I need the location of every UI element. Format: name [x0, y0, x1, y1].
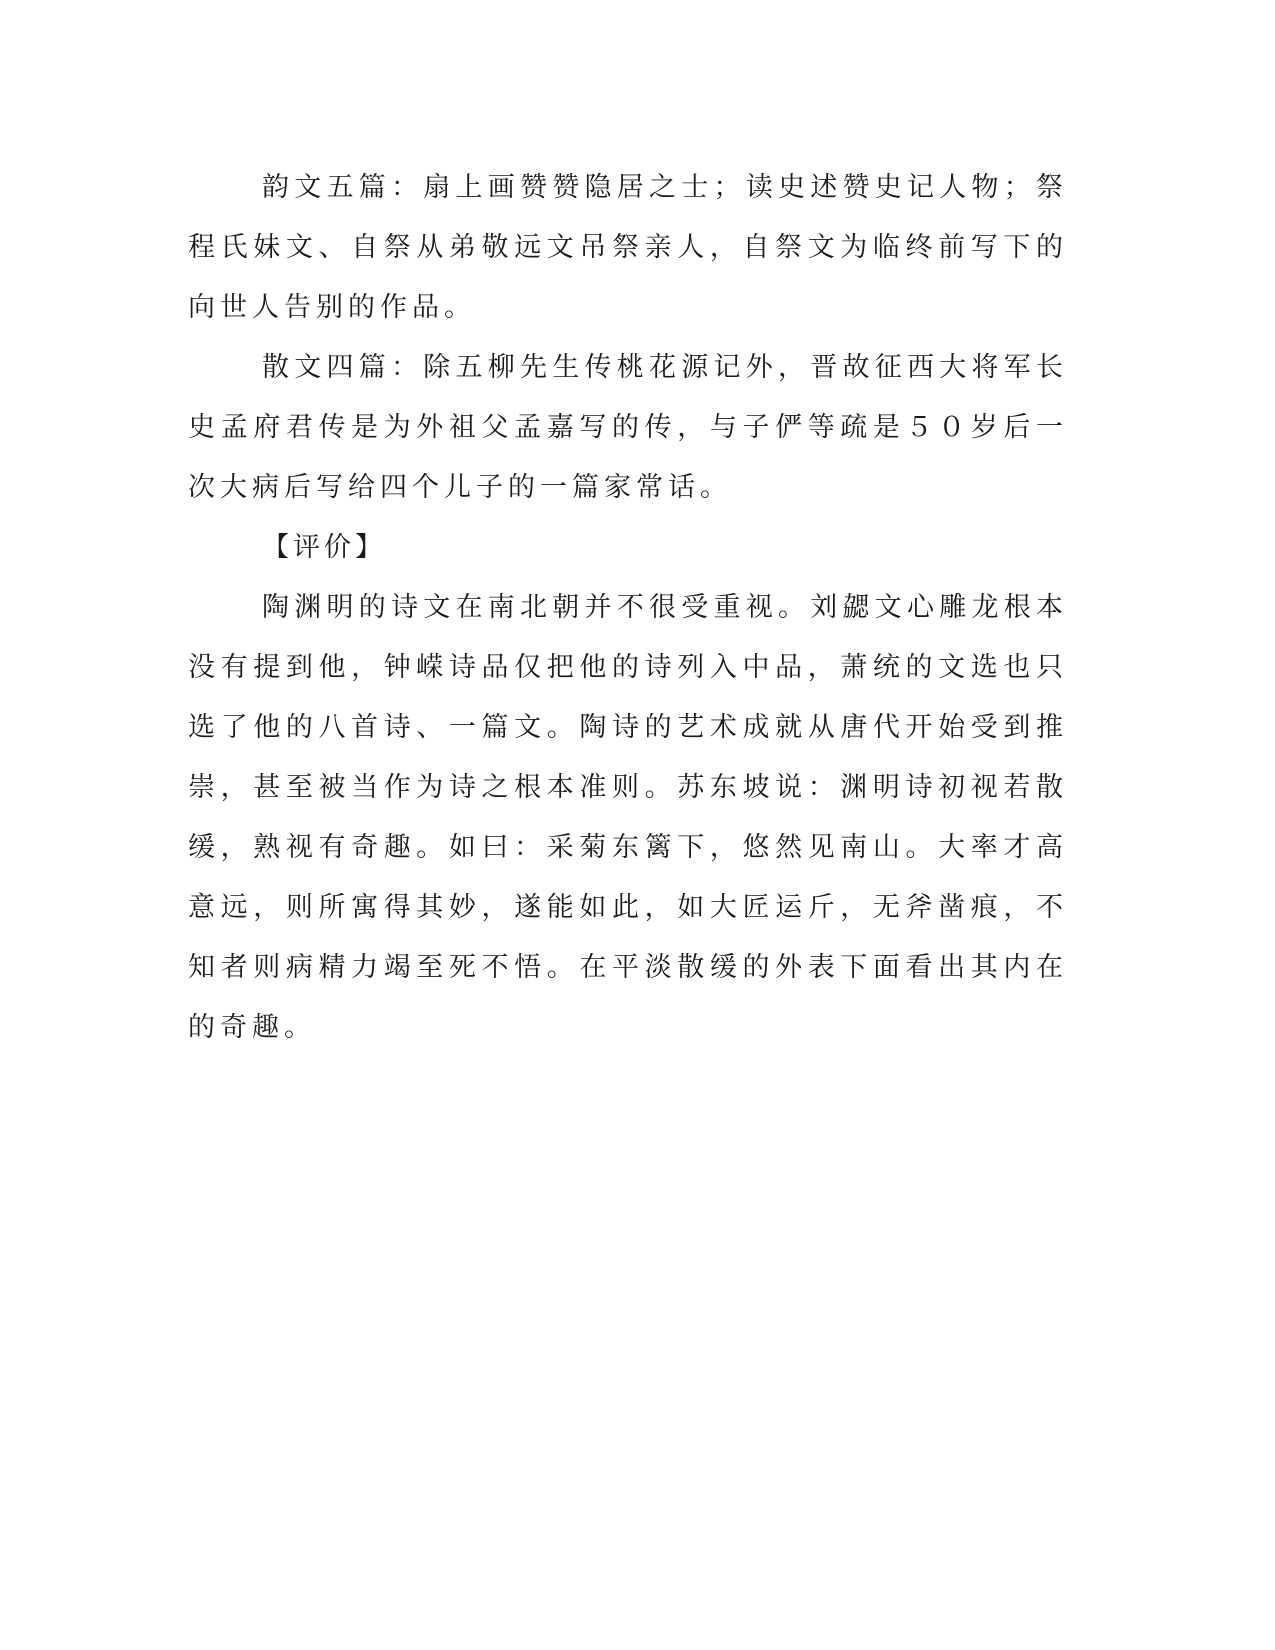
- paragraph-evaluation: 陶渊明的诗文在南北朝并不很受重视。刘勰文心雕龙根本没有提到他，钟嵘诗品仅把他的诗列入中品，萧统的文选也只选了他的八首诗、一篇文。陶诗的艺术成就从唐代开始受到推崇，甚至被当作为诗之根本准则。苏东坡说：渊明诗初视若散缓，熟视有奇趣。如曰：采菊东篱下，悠然见南山。大率才高意远，则所寓得其妙，遂能如此，如大匠运斤，无斧凿痕，不知者则病精力竭至死不悟。在平淡散缓的外表下面看出其内在的奇趣。: [188, 592, 1068, 1043]
- paragraph-rhymed-prose: 韵文五篇：扇上画赞赞隐居之士；读史述赞史记人物；祭程氏妹文、自祭从弟敬远文吊祭亲人，自祭文为临终前写下的向世人告别的作品。: [188, 172, 1068, 323]
- paragraph-prose-works: 散文四篇：除五柳先生传桃花源记外，晋故征西大将军长史孟府君传是为外祖父孟嘉写的传，与子俨等疏是５０岁后一次大病后写给四个儿子的一篇家常话。: [188, 352, 1068, 503]
- document-body: [188, 158, 1068, 1058]
- section-heading-evaluation: 【评价】: [262, 532, 386, 563]
